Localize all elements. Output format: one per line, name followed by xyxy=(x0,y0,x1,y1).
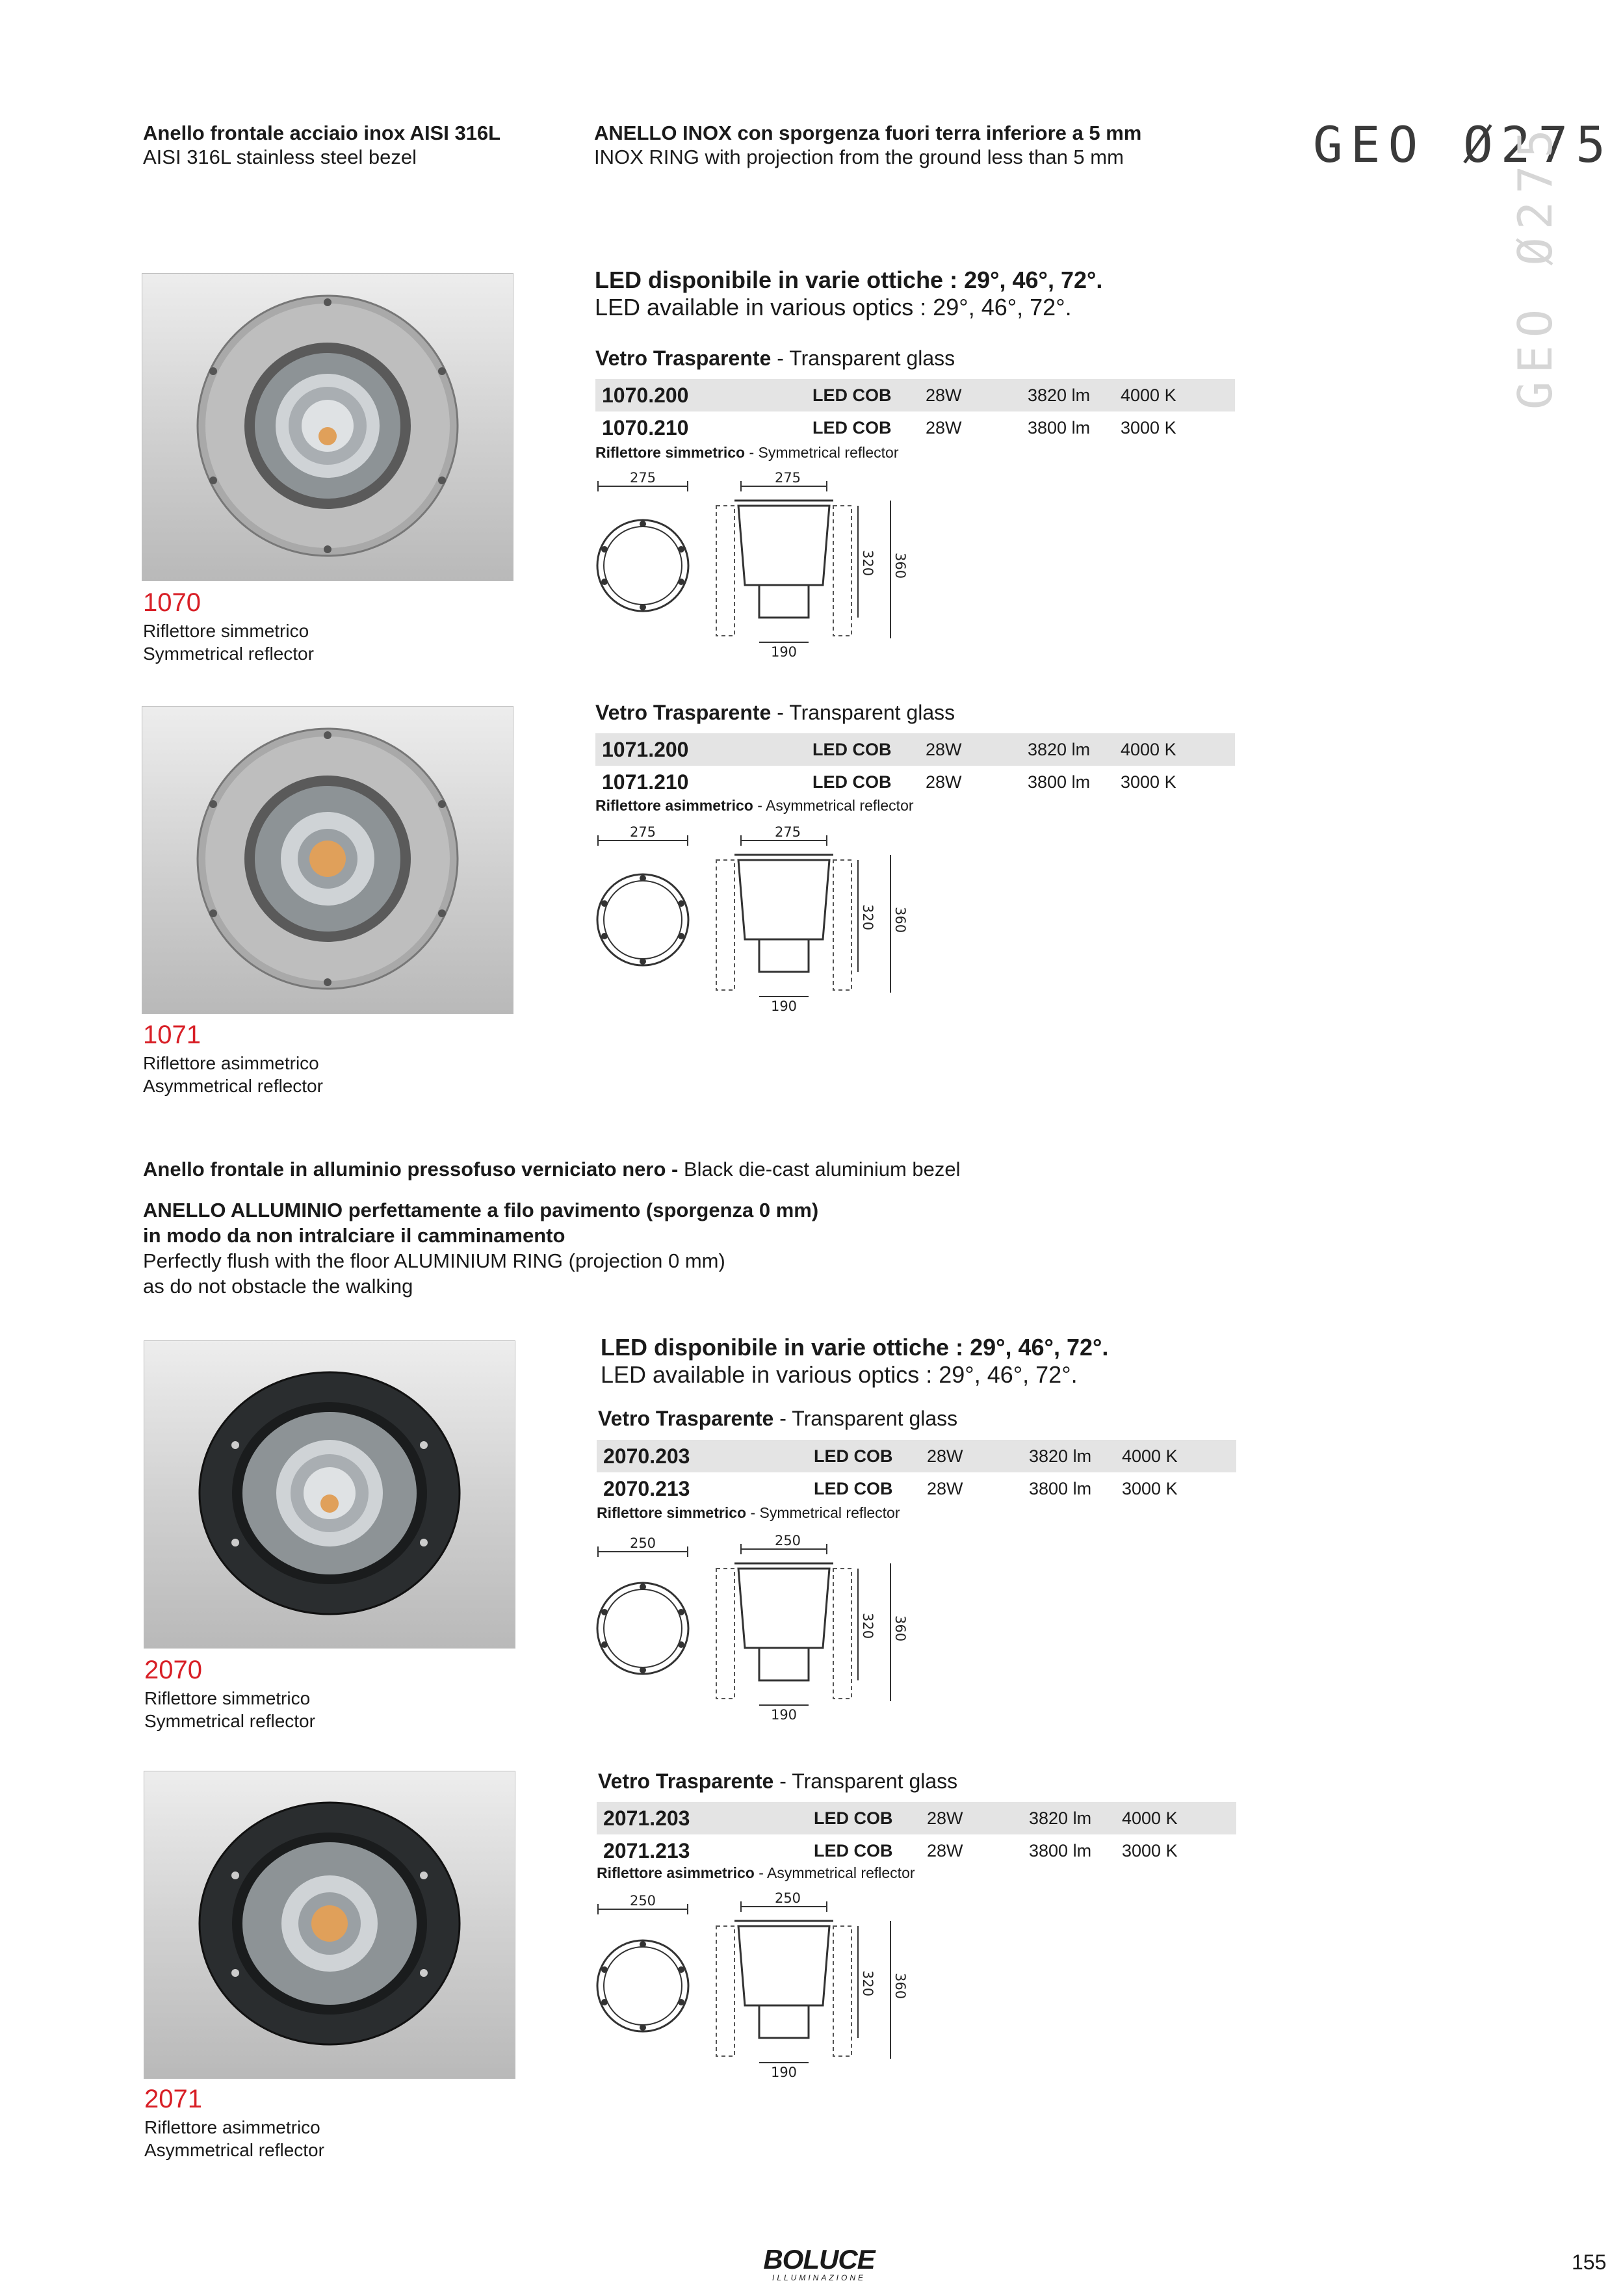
article-code: 1070.200 xyxy=(602,384,689,407)
glass-en: - Transparent glass xyxy=(771,701,955,724)
optics-en: LED available in various optics : 29°, 46°, 72°. xyxy=(601,1361,1078,1388)
table-row xyxy=(597,1440,1236,1472)
glass-it: Vetro Trasparente xyxy=(598,1407,774,1430)
glass-label-1070 xyxy=(595,346,955,371)
caption-it: Riflettore simmetrico xyxy=(144,1688,311,1708)
glass-en: - Transparent glass xyxy=(771,346,955,370)
cct: 4000 K xyxy=(1122,1808,1178,1828)
spec-table-1071 xyxy=(595,733,1235,798)
logo-text: BOLUCE xyxy=(763,2244,875,2275)
led-type: LED COB xyxy=(814,1808,893,1828)
section2-bezel xyxy=(143,1157,961,1181)
dim-h2: 360 xyxy=(892,907,908,933)
reflector-it: Riflettore asimmetrico xyxy=(595,797,753,814)
glass-it: Vetro Trasparente xyxy=(598,1769,774,1793)
power: 28W xyxy=(926,772,962,792)
dim-h1: 320 xyxy=(860,550,876,577)
lumen: 3820 lm xyxy=(1029,1446,1092,1466)
dim-top-left: 275 xyxy=(629,470,656,486)
caption-en: Asymmetrical reflector xyxy=(144,2140,324,2160)
dim-bottom: 190 xyxy=(770,1707,798,1723)
lumen: 3800 lm xyxy=(1029,1479,1092,1498)
reflector-it: Riflettore simmetrico xyxy=(597,1504,747,1521)
dim-top-right: 275 xyxy=(774,824,801,840)
technical-drawing-1070 xyxy=(585,468,923,663)
spec-table-2071 xyxy=(597,1802,1236,1867)
technical-drawing-2070 xyxy=(585,1531,923,1726)
reflector-en: - Asymmetrical reflector xyxy=(754,1864,915,1881)
table-row xyxy=(595,766,1235,798)
reflector-note-2071 xyxy=(597,1864,915,1882)
technical-drawing-2071 xyxy=(585,1888,923,2083)
cct: 3000 K xyxy=(1121,418,1176,437)
lumen: 3820 lm xyxy=(1028,385,1091,405)
reflector-note-1071 xyxy=(595,797,914,815)
table-row xyxy=(597,1834,1236,1867)
bezel-it: Anello frontale acciaio inox AISI 316L xyxy=(143,122,501,144)
dim-top-left: 275 xyxy=(629,824,656,840)
reflector-note-2070 xyxy=(597,1504,900,1522)
dim-bottom: 190 xyxy=(770,2065,798,2080)
product-code-1070: 1070 xyxy=(143,588,201,617)
cct: 4000 K xyxy=(1121,740,1176,759)
caption-it: Riflettore simmetrico xyxy=(143,621,309,641)
led-type: LED COB xyxy=(812,385,892,405)
glass-en: - Transparent glass xyxy=(773,1769,958,1793)
bezel-en: Black die-cast aluminium bezel xyxy=(683,1158,961,1181)
table-row xyxy=(597,1472,1236,1505)
product-caption-2071 xyxy=(144,2116,324,2161)
product-code-1071: 1071 xyxy=(143,1021,201,1049)
glass-label-1071 xyxy=(595,701,955,725)
header-bezel xyxy=(143,121,500,169)
dim-h2: 360 xyxy=(892,1615,908,1642)
ring-en-2: as do not obstacle the walking xyxy=(143,1275,413,1298)
reflector-en: - Symmetrical reflector xyxy=(746,1504,900,1521)
cct: 3000 K xyxy=(1122,1479,1178,1498)
ring-it: ANELLO INOX con sporgenza fuori terra inferiore a 5 mm xyxy=(594,122,1142,144)
reflector-it: Riflettore asimmetrico xyxy=(597,1864,755,1881)
led-type: LED COB xyxy=(814,1479,893,1498)
power: 28W xyxy=(927,1841,963,1860)
ring-it-1: ANELLO ALLUMINIO perfettamente a filo pavimento (sporgenza 0 mm) xyxy=(143,1199,819,1221)
dim-top-right: 275 xyxy=(774,470,801,486)
led-type: LED COB xyxy=(814,1446,893,1466)
lumen: 3820 lm xyxy=(1029,1808,1092,1828)
glass-en: - Transparent glass xyxy=(773,1407,958,1430)
header-ring xyxy=(594,121,1141,169)
power: 28W xyxy=(927,1446,963,1466)
ring-en-1: Perfectly flush with the floor ALUMINIUM RING (projection 0 mm) xyxy=(143,1249,725,1272)
reflector-en: - Symmetrical reflector xyxy=(745,444,899,461)
ring-en: INOX RING with projection from the ground less than 5 mm xyxy=(594,146,1124,168)
table-row xyxy=(597,1802,1236,1834)
power: 28W xyxy=(927,1479,963,1498)
led-type: LED COB xyxy=(812,772,892,792)
dim-bottom: 190 xyxy=(770,998,798,1014)
dim-top-right: 250 xyxy=(774,1890,801,1906)
article-code: 2070.213 xyxy=(603,1477,690,1500)
glass-it: Vetro Trasparente xyxy=(595,346,772,370)
bezel-en: AISI 316L stainless steel bezel xyxy=(143,146,417,168)
caption-en: Asymmetrical reflector xyxy=(143,1076,323,1096)
dim-top-right: 250 xyxy=(774,1533,801,1548)
lumen: 3800 lm xyxy=(1028,418,1091,437)
product-caption-1071 xyxy=(143,1052,323,1097)
optics-it: LED disponibile in varie ottiche : 29°, 46°, 72°. xyxy=(595,267,1103,293)
article-code: 2071.213 xyxy=(603,1839,690,1862)
dim-h1: 320 xyxy=(860,1970,876,1997)
glass-label-2070 xyxy=(598,1407,957,1431)
table-row xyxy=(595,379,1235,411)
reflector-note-1070 xyxy=(595,444,899,462)
power: 28W xyxy=(926,740,962,759)
power: 28W xyxy=(926,418,962,437)
dim-top-left: 250 xyxy=(629,1893,656,1909)
glass-it: Vetro Trasparente xyxy=(595,701,772,724)
brand-vertical: GEO Ø275 xyxy=(1508,122,1563,410)
article-code: 1071.200 xyxy=(602,738,689,761)
table-row xyxy=(595,733,1235,766)
glass-label-2071 xyxy=(598,1769,957,1794)
inox-lamp-image xyxy=(142,707,513,1013)
optics-en: LED available in various optics : 29°, 46°, 72°. xyxy=(595,294,1072,320)
power: 28W xyxy=(927,1808,963,1828)
cct: 4000 K xyxy=(1121,385,1176,405)
product-photo-2071 xyxy=(144,1771,515,2079)
dim-bottom: 190 xyxy=(770,644,798,660)
reflector-en: - Asymmetrical reflector xyxy=(753,797,914,814)
brand-logo xyxy=(754,2246,884,2282)
dim-h2: 360 xyxy=(892,1973,908,2000)
section2-ring xyxy=(143,1197,818,1299)
spec-table-1070 xyxy=(595,379,1235,444)
spec-table-2070 xyxy=(597,1440,1236,1505)
inox-lamp-image xyxy=(142,274,513,581)
optics-block-2 xyxy=(601,1334,1108,1389)
lumen: 3800 lm xyxy=(1029,1841,1092,1860)
led-type: LED COB xyxy=(812,418,892,437)
cct: 4000 K xyxy=(1122,1446,1178,1466)
caption-it: Riflettore asimmetrico xyxy=(144,2117,320,2137)
lumen: 3800 lm xyxy=(1028,772,1091,792)
cct: 3000 K xyxy=(1122,1841,1178,1860)
lumen: 3820 lm xyxy=(1028,740,1091,759)
table-row xyxy=(595,411,1235,444)
black-aluminium-lamp-image xyxy=(144,1341,515,1648)
technical-drawing-1071 xyxy=(585,822,923,1017)
logo-sub: ILLUMINAZIONE xyxy=(772,2273,866,2282)
caption-it: Riflettore asimmetrico xyxy=(143,1053,319,1073)
article-code: 1070.210 xyxy=(602,416,689,439)
cct: 3000 K xyxy=(1121,772,1176,792)
product-caption-1070 xyxy=(143,620,314,665)
optics-it: LED disponibile in varie ottiche : 29°, 46°, 72°. xyxy=(601,1334,1109,1361)
optics-block-1 xyxy=(595,267,1102,321)
dim-h2: 360 xyxy=(892,553,908,579)
article-code: 2070.203 xyxy=(603,1444,690,1468)
ring-it-2: in modo da non intralciare il camminamento xyxy=(143,1224,565,1247)
led-type: LED COB xyxy=(814,1841,893,1860)
dim-h1: 320 xyxy=(860,1613,876,1639)
product-photo-1071 xyxy=(142,706,513,1014)
product-caption-2070 xyxy=(144,1687,315,1732)
reflector-it: Riflettore simmetrico xyxy=(595,444,746,461)
brand-title: GEO Ø275 xyxy=(1313,116,1614,174)
product-code-2070: 2070 xyxy=(144,1656,202,1684)
product-photo-2070 xyxy=(144,1340,515,1649)
dim-h1: 320 xyxy=(860,904,876,931)
product-photo-1070 xyxy=(142,273,513,581)
power: 28W xyxy=(926,385,962,405)
article-code: 2071.203 xyxy=(603,1807,690,1830)
dim-top-left: 250 xyxy=(629,1535,656,1551)
bezel-it: Anello frontale in alluminio pressofuso verniciato nero - xyxy=(143,1158,684,1181)
caption-en: Symmetrical reflector xyxy=(143,644,314,664)
black-aluminium-lamp-image xyxy=(144,1771,515,2078)
caption-en: Symmetrical reflector xyxy=(144,1711,315,1731)
page-number: 155 xyxy=(1572,2250,1607,2274)
product-code-2071: 2071 xyxy=(144,2085,202,2113)
article-code: 1071.210 xyxy=(602,770,689,794)
led-type: LED COB xyxy=(812,740,892,759)
